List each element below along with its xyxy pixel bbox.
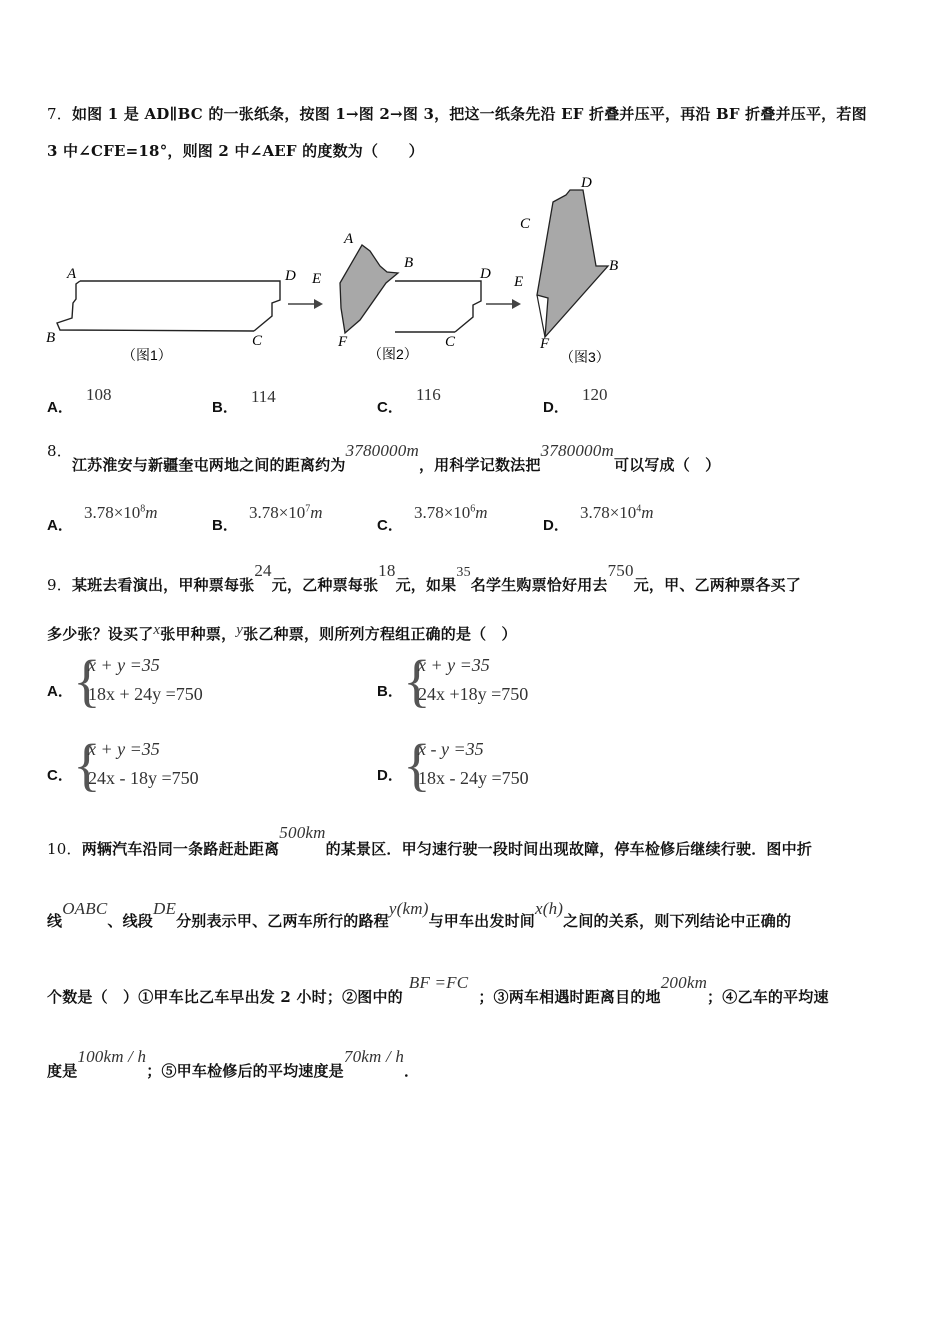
q9-text-3: 元，如果 bbox=[395, 576, 457, 594]
fig3-caption: （图3） bbox=[560, 349, 610, 365]
option-exponent: 8 bbox=[140, 503, 146, 515]
q9-value-18: 18 bbox=[378, 561, 396, 580]
q8-text-c: 可以写成（ ） bbox=[613, 456, 721, 474]
fig3-label-F: F bbox=[540, 336, 550, 352]
q10-math-y-km: y(km) bbox=[388, 899, 429, 918]
option-unit: m bbox=[145, 503, 158, 522]
q9-option-c[interactable] bbox=[47, 734, 367, 798]
q7-option-d[interactable] bbox=[543, 384, 608, 416]
option-value: 114 bbox=[250, 387, 276, 406]
fig2-caption: （图2） bbox=[368, 346, 418, 362]
q8-text-b: ，用科学记数法把 bbox=[418, 456, 541, 474]
option-letter: C． bbox=[377, 399, 403, 416]
option-letter: C． bbox=[377, 517, 403, 534]
option-equation-2: 18x - 24y =750 bbox=[418, 768, 529, 788]
q7-option-c[interactable] bbox=[377, 384, 441, 416]
option-unit: m bbox=[475, 503, 488, 522]
q10-text-1: 两辆汽车沿同一条路赶赴距离 bbox=[81, 840, 280, 858]
fig1-label-C: C bbox=[252, 333, 263, 349]
option-letter: A． bbox=[47, 399, 73, 416]
option-equation-1: x + y =35 bbox=[418, 655, 490, 675]
q10-text-12: ；⑤甲车检修后的平均速度是 bbox=[146, 1062, 344, 1080]
q9-value-750: 750 bbox=[607, 561, 634, 580]
q10-math-OABC: OABC bbox=[62, 899, 108, 918]
option-equation-1: x + y =35 bbox=[88, 739, 160, 759]
q9-line2 bbox=[47, 618, 517, 643]
q9-option-d[interactable] bbox=[377, 734, 697, 798]
q10-math-x-h: x(h) bbox=[534, 899, 564, 918]
q9-text-7: 张甲种票， bbox=[160, 625, 237, 643]
fig2-label-E: E bbox=[312, 271, 322, 287]
q7-text-1: 如图 1 是 AD∥BC 的一张纸条，按图 1→图 2→图 3，把这一纸条先沿 EF 折叠并压平，再沿 BF 折叠并压平，若图 bbox=[71, 105, 867, 123]
fig2-label-C: C bbox=[445, 334, 456, 350]
fig2-label-F: F bbox=[338, 334, 348, 350]
q7-line1 bbox=[47, 103, 867, 124]
brace-icon: { bbox=[403, 732, 431, 797]
q10-line3 bbox=[47, 972, 829, 1006]
q8-line bbox=[47, 440, 721, 474]
q10-text-3: 线 bbox=[47, 912, 63, 930]
q8-number: 8． bbox=[47, 442, 72, 460]
fig1-caption: （图1） bbox=[122, 347, 172, 363]
option-value: 116 bbox=[415, 385, 441, 404]
brace-icon: { bbox=[73, 732, 101, 797]
fig3-label-C: C bbox=[520, 216, 531, 232]
fig3-label-E: E bbox=[514, 274, 524, 290]
q9-text-8: 张乙种票，则所列方程组正确的是（ ） bbox=[243, 625, 517, 643]
q10-math-BF-FC: BF =FC bbox=[408, 973, 469, 992]
q8-option-a[interactable] bbox=[47, 502, 158, 534]
fig3-label-B: B bbox=[609, 258, 619, 274]
option-exponent: 4 bbox=[636, 503, 642, 515]
q10-text-13: ． bbox=[404, 1062, 420, 1080]
fig2-strip bbox=[395, 281, 481, 332]
q9-var-y: y bbox=[236, 622, 244, 638]
option-equation-1: x + y =35 bbox=[88, 655, 160, 675]
q10-line2 bbox=[47, 898, 792, 930]
q10-text-9: ；③两车相遇时距离目的地 bbox=[478, 988, 661, 1006]
q9-value-35: 35 bbox=[456, 565, 471, 580]
q10-math-500km: 500km bbox=[279, 823, 326, 842]
option-equation-1: x - y =35 bbox=[418, 739, 484, 759]
option-letter: B． bbox=[377, 683, 403, 700]
option-letter: D． bbox=[543, 399, 569, 416]
option-value: 120 bbox=[581, 385, 608, 404]
q9-option-a[interactable] bbox=[47, 650, 367, 714]
q9-text-6: 多少张？设买了 bbox=[47, 625, 154, 643]
fig2-folded-part bbox=[340, 245, 398, 333]
fig1-label-D: D bbox=[285, 268, 296, 284]
q9-line1 bbox=[47, 560, 801, 594]
fig2-label-B: B bbox=[404, 255, 414, 271]
q10-line4 bbox=[47, 1046, 420, 1080]
q10-text-7: 之间的关系，则下列结论中正确的 bbox=[563, 912, 792, 930]
option-letter: A． bbox=[47, 683, 73, 700]
q10-text-11: 度是 bbox=[47, 1062, 78, 1080]
q10-text-10: ；④乙车的平均速 bbox=[707, 988, 829, 1006]
option-letter: C． bbox=[47, 767, 73, 784]
q10-number: 10． bbox=[47, 840, 82, 858]
q8-text-a: 江苏淮安与新疆奎屯两地之间的距离约为 bbox=[71, 456, 346, 474]
q10-math-200km: 200km bbox=[660, 973, 708, 992]
fig1-label-A: A bbox=[67, 266, 77, 282]
q8-option-b[interactable] bbox=[212, 502, 323, 534]
option-letter: B． bbox=[212, 517, 238, 534]
option-base: 3.78×10 bbox=[248, 503, 306, 522]
q10-text-2: 的某景区．甲匀速行驶一段时间出现故障，停车检修后继续行驶．图中折 bbox=[325, 840, 813, 858]
option-unit: m bbox=[310, 503, 323, 522]
arrow-2-icon bbox=[486, 299, 521, 309]
q9-var-x: x bbox=[153, 622, 161, 638]
option-value: 108 bbox=[85, 385, 112, 404]
q8-option-c[interactable] bbox=[377, 502, 488, 534]
q7-option-b[interactable] bbox=[212, 386, 276, 416]
q9-text-4: 名学生购票恰好用去 bbox=[470, 576, 608, 594]
q10-math-100kmh: 100km / h bbox=[77, 1047, 147, 1066]
fig2-label-D: D bbox=[480, 266, 491, 282]
q8-distance-1: 3780000m bbox=[345, 441, 419, 460]
q10-text-8: 个数是（ ）①甲车比乙车早出发 2 小时；②图中的 bbox=[47, 988, 403, 1006]
q9-text-2: 元，乙种票每张 bbox=[271, 576, 379, 594]
q10-math-70kmh: 70km / h bbox=[343, 1047, 405, 1066]
q7-figure bbox=[40, 170, 660, 375]
q9-number: 9． bbox=[47, 576, 72, 594]
q9-text-1: 某班去看演出，甲种票每张 bbox=[71, 576, 255, 594]
q9-option-b[interactable] bbox=[377, 650, 697, 714]
option-unit: m bbox=[641, 503, 654, 522]
fig2-label-A: A bbox=[344, 231, 354, 247]
q8-distance-2: 3780000m bbox=[540, 441, 614, 460]
q10-line1 bbox=[47, 822, 813, 858]
q7-number: 7． bbox=[47, 105, 72, 123]
q10-math-DE: DE bbox=[153, 899, 177, 918]
fig3-edge-EF bbox=[537, 295, 545, 337]
q9-value-24: 24 bbox=[254, 561, 272, 580]
option-base: 3.78×10 bbox=[579, 503, 637, 522]
q10-text-6: 与甲车出发时间 bbox=[428, 912, 535, 930]
option-letter: B． bbox=[212, 399, 238, 416]
option-equation-2: 24x +18y =750 bbox=[418, 684, 529, 704]
brace-icon: { bbox=[403, 648, 431, 713]
option-exponent: 7 bbox=[305, 503, 311, 515]
option-letter: D． bbox=[543, 517, 569, 534]
option-exponent: 6 bbox=[470, 503, 476, 515]
fig1-strip bbox=[57, 281, 280, 331]
fig1-label-B: B bbox=[46, 330, 56, 346]
fig3-label-D: D bbox=[581, 175, 592, 191]
option-letter: A． bbox=[47, 517, 73, 534]
option-base: 3.78×10 bbox=[413, 503, 471, 522]
q8-option-d[interactable] bbox=[543, 502, 654, 534]
fig3-folded-part bbox=[537, 190, 608, 337]
brace-icon: { bbox=[73, 648, 101, 713]
option-letter: D． bbox=[377, 767, 403, 784]
q9-text-5: 元，甲、乙两种票各买了 bbox=[633, 576, 801, 594]
option-base: 3.78×10 bbox=[83, 503, 141, 522]
q10-text-5: 分别表示甲、乙两车所行的路程 bbox=[176, 912, 389, 930]
option-equation-2: 18x + 24y =750 bbox=[88, 684, 203, 704]
q7-option-a[interactable] bbox=[47, 384, 112, 416]
option-equation-2: 24x - 18y =750 bbox=[88, 768, 199, 788]
q7-line2: 3 中∠CFE=18°，则图 2 中∠AEF 的度数为（ ） bbox=[47, 142, 424, 160]
arrow-1-icon bbox=[288, 299, 323, 309]
q10-text-4: 、线段 bbox=[107, 912, 153, 930]
